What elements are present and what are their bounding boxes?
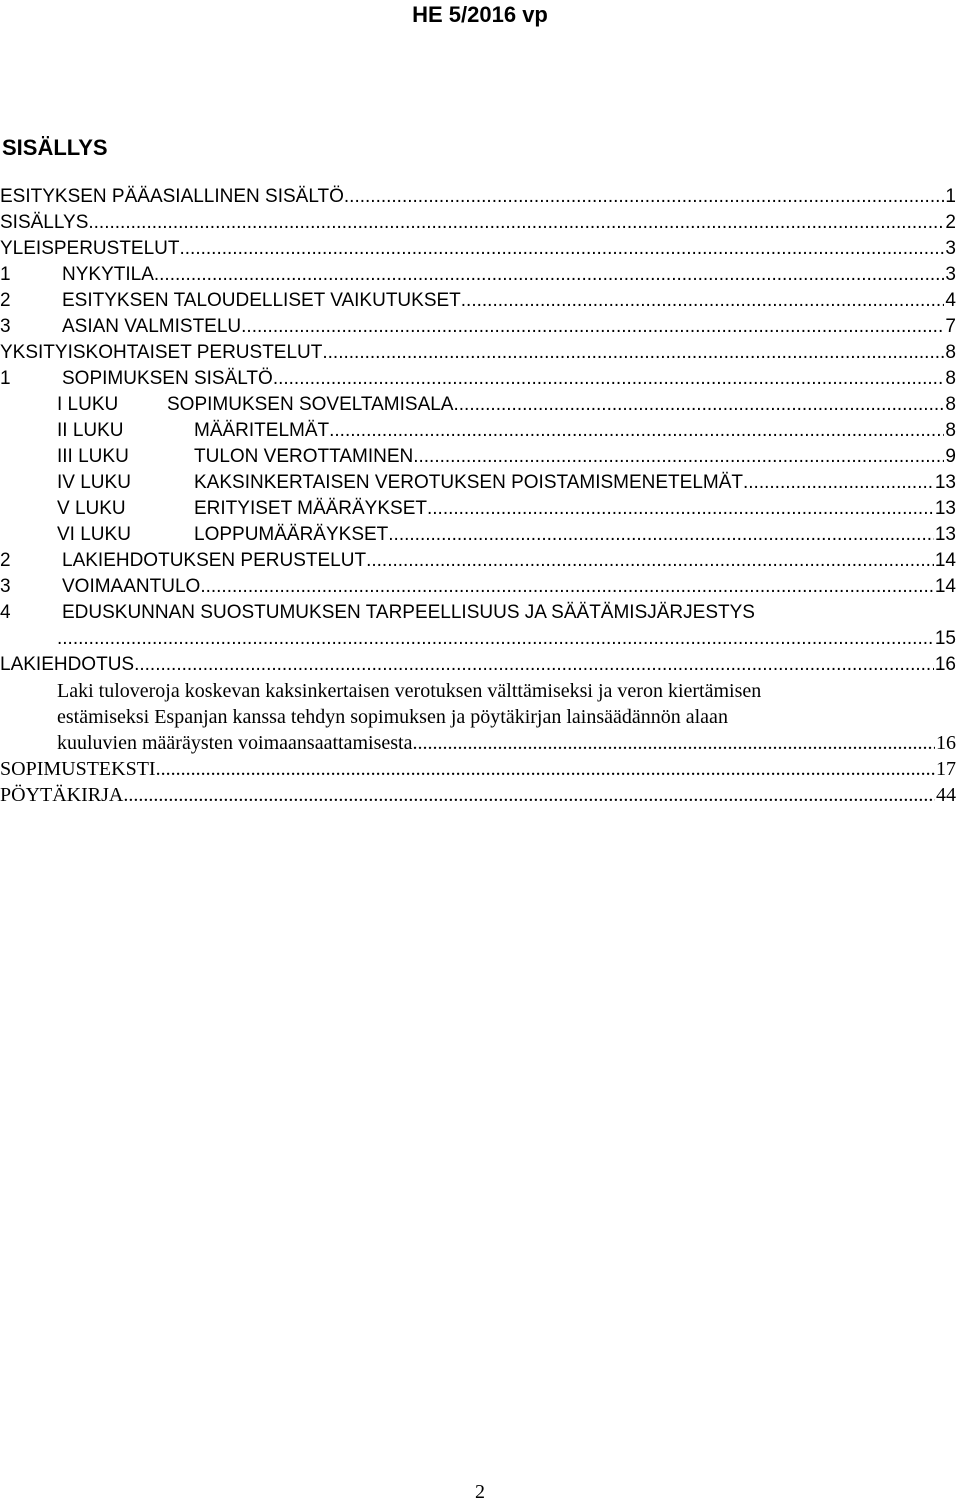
- toc-entry-page: 8: [945, 368, 956, 389]
- toc-entry-text: kuuluvien määräysten voimaansaattamisesta: [57, 732, 413, 754]
- toc-entry[interactable]: [0, 782, 956, 808]
- toc-entry-text: KAKSINKERTAISEN VEROTUKSEN POISTAMISMENETELMÄT: [194, 472, 743, 493]
- toc-entry[interactable]: [0, 756, 956, 782]
- toc-entry-page: 2: [945, 212, 956, 233]
- toc-entry-number: 1: [0, 368, 11, 389]
- toc-entry-page: 4: [945, 290, 956, 311]
- dot-leader: [366, 548, 934, 574]
- dot-leader: [344, 184, 945, 210]
- toc-entry[interactable]: [0, 496, 956, 522]
- toc-entry[interactable]: [0, 600, 956, 652]
- table-of-contents: [0, 184, 956, 808]
- toc-entry-number: I LUKU: [57, 394, 119, 415]
- dot-leader: [123, 782, 935, 808]
- toc-entry-number: V LUKU: [57, 498, 126, 519]
- toc-entry[interactable]: [0, 210, 956, 236]
- dot-leader: [388, 522, 934, 548]
- toc-entry-text: MÄÄRITELMÄT: [194, 420, 330, 441]
- toc-entry-number: 3: [0, 576, 11, 597]
- toc-entry-text: Laki tuloveroja koskevan kaksinkertaisen verotuksen välttämiseksi ja veron kiertämisen: [57, 680, 762, 702]
- toc-entry-page: 13: [934, 524, 956, 545]
- dot-leader: [241, 314, 944, 340]
- toc-entry-text: YKSITYISKOHTAISET PERUSTELUT: [0, 342, 323, 363]
- toc-entry-page: 3: [945, 238, 956, 259]
- toc-entry-text: SOPIMUKSEN SISÄLTÖ: [62, 368, 273, 389]
- toc-entry-page: 8: [945, 420, 956, 441]
- toc-entry-number: VI LUKU: [57, 524, 131, 545]
- toc-entry-page: 17: [936, 758, 956, 780]
- toc-entry[interactable]: [0, 522, 956, 548]
- toc-entry[interactable]: [0, 288, 956, 314]
- toc-entry[interactable]: [0, 184, 956, 210]
- dot-leader: [57, 626, 934, 652]
- toc-entry-page: 3: [945, 264, 956, 285]
- toc-entry-text: LAKIEHDOTUKSEN PERUSTELUT: [62, 550, 367, 571]
- toc-entry-page: 44: [936, 784, 956, 806]
- dot-leader: [180, 236, 945, 262]
- document-header: HE 5/2016 vp: [412, 2, 548, 27]
- dot-leader: [427, 496, 934, 522]
- toc-entry-page: 15: [934, 628, 956, 649]
- page-number: 2: [475, 1481, 485, 1503]
- dot-leader: [329, 418, 944, 444]
- toc-entry-text: PÖYTÄKIRJA: [0, 784, 124, 806]
- toc-entry-page: 9: [945, 446, 956, 467]
- toc-entry[interactable]: [0, 574, 956, 600]
- dot-leader: [322, 340, 944, 366]
- toc-entry-page: 14: [934, 550, 956, 571]
- toc-entry-number: 3: [0, 316, 11, 337]
- dot-leader: [88, 210, 944, 236]
- toc-entry[interactable]: [0, 366, 956, 392]
- toc-entry-page: 13: [934, 498, 956, 519]
- toc-entry-page: 16: [934, 654, 956, 675]
- toc-entry-page: 1: [945, 186, 956, 207]
- toc-entry-text: ESITYKSEN PÄÄASIALLINEN SISÄLTÖ: [0, 186, 344, 207]
- toc-entry[interactable]: [0, 392, 956, 418]
- toc-entry-line: [0, 626, 956, 652]
- dot-leader: [134, 652, 934, 678]
- toc-entry-line: [57, 730, 956, 756]
- toc-entry-text: SISÄLLYS: [0, 212, 89, 233]
- toc-entry[interactable]: [0, 678, 956, 756]
- toc-entry[interactable]: [0, 236, 956, 262]
- toc-entry-text: VOIMAANTULO: [62, 576, 201, 597]
- toc-entry-page: 8: [945, 394, 956, 415]
- toc-entry-text: SOPIMUKSEN SOVELTAMISALA: [167, 394, 454, 415]
- toc-entry-page: 16: [936, 732, 956, 754]
- toc-entry-text: LAKIEHDOTUS: [0, 654, 135, 675]
- dot-leader: [154, 262, 945, 288]
- toc-entry-text: ASIAN VALMISTELU: [62, 316, 242, 337]
- toc-entry-text: SOPIMUSTEKSTI: [0, 758, 156, 780]
- toc-entry-text: ESITYKSEN TALOUDELLISET VAIKUTUKSET: [62, 290, 461, 311]
- dot-leader: [461, 288, 945, 314]
- toc-entry-number: 1: [0, 264, 11, 285]
- toc-entry-number: 2: [0, 550, 11, 571]
- toc-title: SISÄLLYS: [2, 135, 108, 160]
- dot-leader: [743, 470, 934, 496]
- toc-entry-text: TULON VEROTTAMINEN: [194, 446, 414, 467]
- toc-entry[interactable]: [0, 262, 956, 288]
- toc-entry-number: III LUKU: [57, 446, 129, 467]
- toc-entry-page: 8: [945, 342, 956, 363]
- toc-entry-number: 2: [0, 290, 11, 311]
- toc-entry[interactable]: [0, 470, 956, 496]
- dot-leader: [273, 366, 945, 392]
- dot-leader: [156, 756, 935, 782]
- toc-entry-text: estämiseksi Espanjan kanssa tehdyn sopimuksen ja pöytäkirjan lainsäädännön alaan: [57, 706, 728, 728]
- toc-entry-text: YLEISPERUSTELUT: [0, 238, 180, 259]
- toc-entry-text: NYKYTILA: [62, 264, 154, 285]
- dot-leader: [453, 392, 944, 418]
- toc-entry[interactable]: [0, 418, 956, 444]
- toc-entry[interactable]: [0, 444, 956, 470]
- toc-entry[interactable]: [0, 652, 956, 678]
- toc-entry[interactable]: [0, 548, 956, 574]
- dot-leader: [412, 730, 935, 756]
- dot-leader: [200, 574, 934, 600]
- toc-entry-number: IV LUKU: [57, 472, 131, 493]
- toc-entry[interactable]: [0, 340, 956, 366]
- toc-entry-page: 7: [945, 316, 956, 337]
- toc-entry-page: 13: [934, 472, 956, 493]
- toc-entry-text: ERITYISET MÄÄRÄYKSET: [194, 498, 427, 519]
- toc-entry-page: 14: [934, 576, 956, 597]
- toc-entry-line: [0, 600, 956, 626]
- toc-entry-text: EDUSKUNNAN SUOSTUMUKSEN TARPEELLISUUS JA SÄÄTÄMISJÄRJESTYS: [62, 602, 755, 623]
- toc-entry-number: 4: [0, 602, 11, 623]
- toc-entry-number: II LUKU: [57, 420, 124, 441]
- toc-entry-text: LOPPUMÄÄRÄYKSET: [194, 524, 389, 545]
- toc-entry[interactable]: [0, 314, 956, 340]
- dot-leader: [413, 444, 944, 470]
